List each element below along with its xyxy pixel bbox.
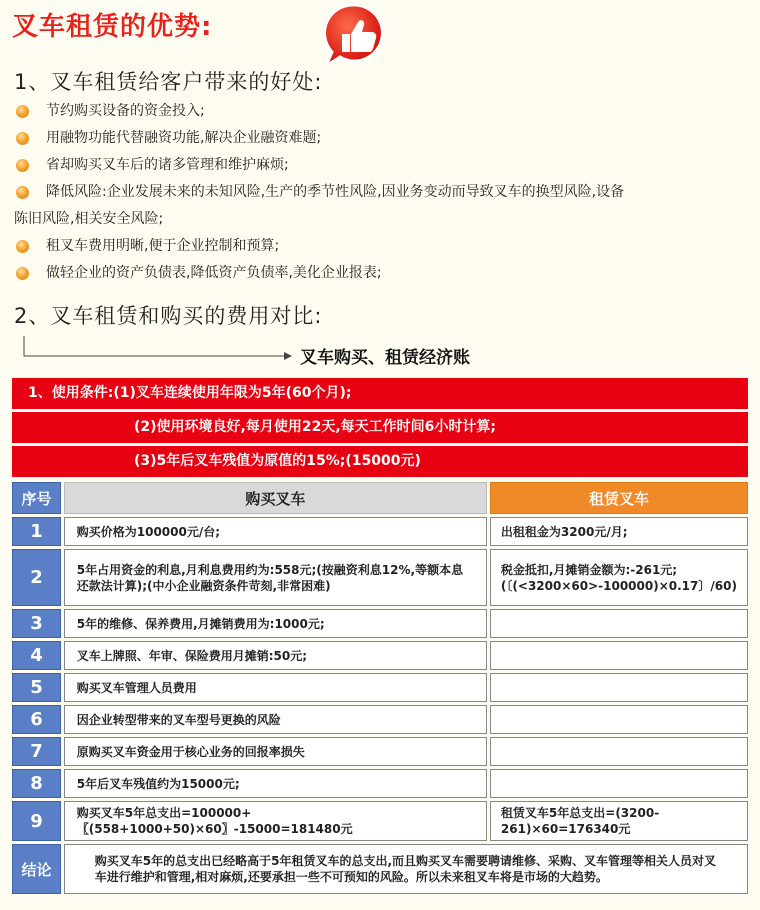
row-buy-cell: 5年的维修、保养费用,月摊销费用为:1000元; (64, 609, 487, 638)
header-buy: 购买叉车 (64, 482, 487, 514)
list-item: 做轻企业的资产负债表,降低资产负债率,美化企业报表; (14, 260, 754, 287)
row-num: 4 (12, 641, 61, 670)
row-buy-cell: 5年后叉车残值约为15000元; (64, 769, 487, 798)
row-buy-cell: 原购买叉车资金用于核心业务的回报率损失 (64, 737, 487, 766)
row-num: 1 (12, 517, 61, 546)
row-num: 9 (12, 801, 61, 841)
page-title: 叉车租赁的优势: (12, 12, 213, 42)
list-item: 省却购买叉车后的诸多管理和维护麻烦; (14, 152, 754, 179)
row-buy-cell: 购买叉车管理人员费用 (64, 673, 487, 702)
conclusion-text: 购买叉车5年的总支出已经略高于5年租赁叉车的总支出,而且购买叉车需要聘请维修、采购、叉车管理等相关人员对叉车进行维护和管理,相对麻烦,还要承担一些不可预知的风险。所以未来租叉车将是市场的大趋势。 (64, 844, 748, 894)
row-rent-cell: 出租租金为3200元/月; (490, 517, 748, 546)
row-rent-cell: 租赁叉车5年总支出=(3200-261)×60=176340元 (490, 801, 748, 841)
row-buy-cell: 5年占用资金的利息,月利息费用约为:558元;(按融资利息12%,等额本息还款法计算);(中小企业融资条件苛刻,非常困难) (64, 549, 487, 606)
table-row (12, 801, 748, 841)
row-num: 7 (12, 737, 61, 766)
row-rent-cell (490, 673, 748, 702)
list-item: 节约购买设备的资金投入; (14, 98, 754, 125)
bullet-icon (16, 159, 29, 172)
row-num: 8 (12, 769, 61, 798)
row-rent-cell (490, 609, 748, 638)
header-num: 序号 (12, 482, 61, 514)
thumbs-up-badge-icon (318, 0, 390, 72)
arrow-icon (22, 334, 292, 364)
table-row (12, 641, 748, 670)
row-num: 2 (12, 549, 61, 606)
bullet-icon (16, 132, 29, 145)
row-buy-cell: 购买价格为100000元/台; (64, 517, 487, 546)
header-rent: 租赁叉车 (490, 482, 748, 514)
condition-bar-3: (3)5年后叉车残值为原值的15%;(15000元) (12, 446, 748, 477)
table-row (12, 517, 748, 546)
row-buy-cell: 购买叉车5年总支出=100000+〖(558+1000+50)×60〗-15000=181480元 (64, 801, 487, 841)
list-item: 租叉车费用明晰,便于企业控制和预算; (14, 233, 754, 260)
table-row (12, 769, 748, 798)
bullet-icon (16, 186, 29, 199)
row-buy-cell: 叉车上牌照、年审、保险费用月摊销:50元; (64, 641, 487, 670)
table-row (12, 705, 748, 734)
cost-comparison-table (12, 479, 748, 897)
table-row (12, 673, 748, 702)
row-rent-cell (490, 737, 748, 766)
comparison-subtitle: 叉车购买、租赁经济账 (300, 348, 470, 368)
benefits-list (14, 98, 754, 287)
row-buy-cell: 因企业转型带来的叉车型号更换的风险 (64, 705, 487, 734)
section2-heading: 2、叉车租赁和购买的费用对比: (14, 304, 323, 328)
row-rent-cell (490, 641, 748, 670)
conclusion-row (12, 844, 748, 894)
section1-heading: 1、叉车租赁给客户带来的好处: (14, 70, 323, 94)
table-row (12, 549, 748, 606)
list-item: 降低风险:企业发展未来的未知风险,生产的季节性风险,因业务变动而导致叉车的换型风险,设备 陈旧风险,相关安全风险; (14, 184, 625, 227)
condition-bar-1: 1、使用条件:(1)叉车连续使用年限为5年(60个月); (12, 378, 748, 409)
condition-bar-2: (2)使用环境良好,每月使用22天,每天工作时间6小时计算; (12, 412, 748, 443)
bullet-icon (16, 105, 29, 118)
table-header-row (12, 482, 748, 514)
bullet-icon (16, 267, 29, 280)
list-item: 用融物功能代替融资功能,解决企业融资难题; (14, 125, 754, 152)
table-row (12, 609, 748, 638)
row-rent-cell (490, 769, 748, 798)
conclusion-label: 结论 (12, 844, 61, 894)
bullet-icon (16, 240, 29, 253)
row-num: 5 (12, 673, 61, 702)
row-rent-cell: 税金抵扣,月摊销金额为:-261元;(〔(<3200×60>-100000)×0.17〕/60) (490, 549, 748, 606)
row-rent-cell (490, 705, 748, 734)
table-row (12, 737, 748, 766)
row-num: 3 (12, 609, 61, 638)
row-num: 6 (12, 705, 61, 734)
